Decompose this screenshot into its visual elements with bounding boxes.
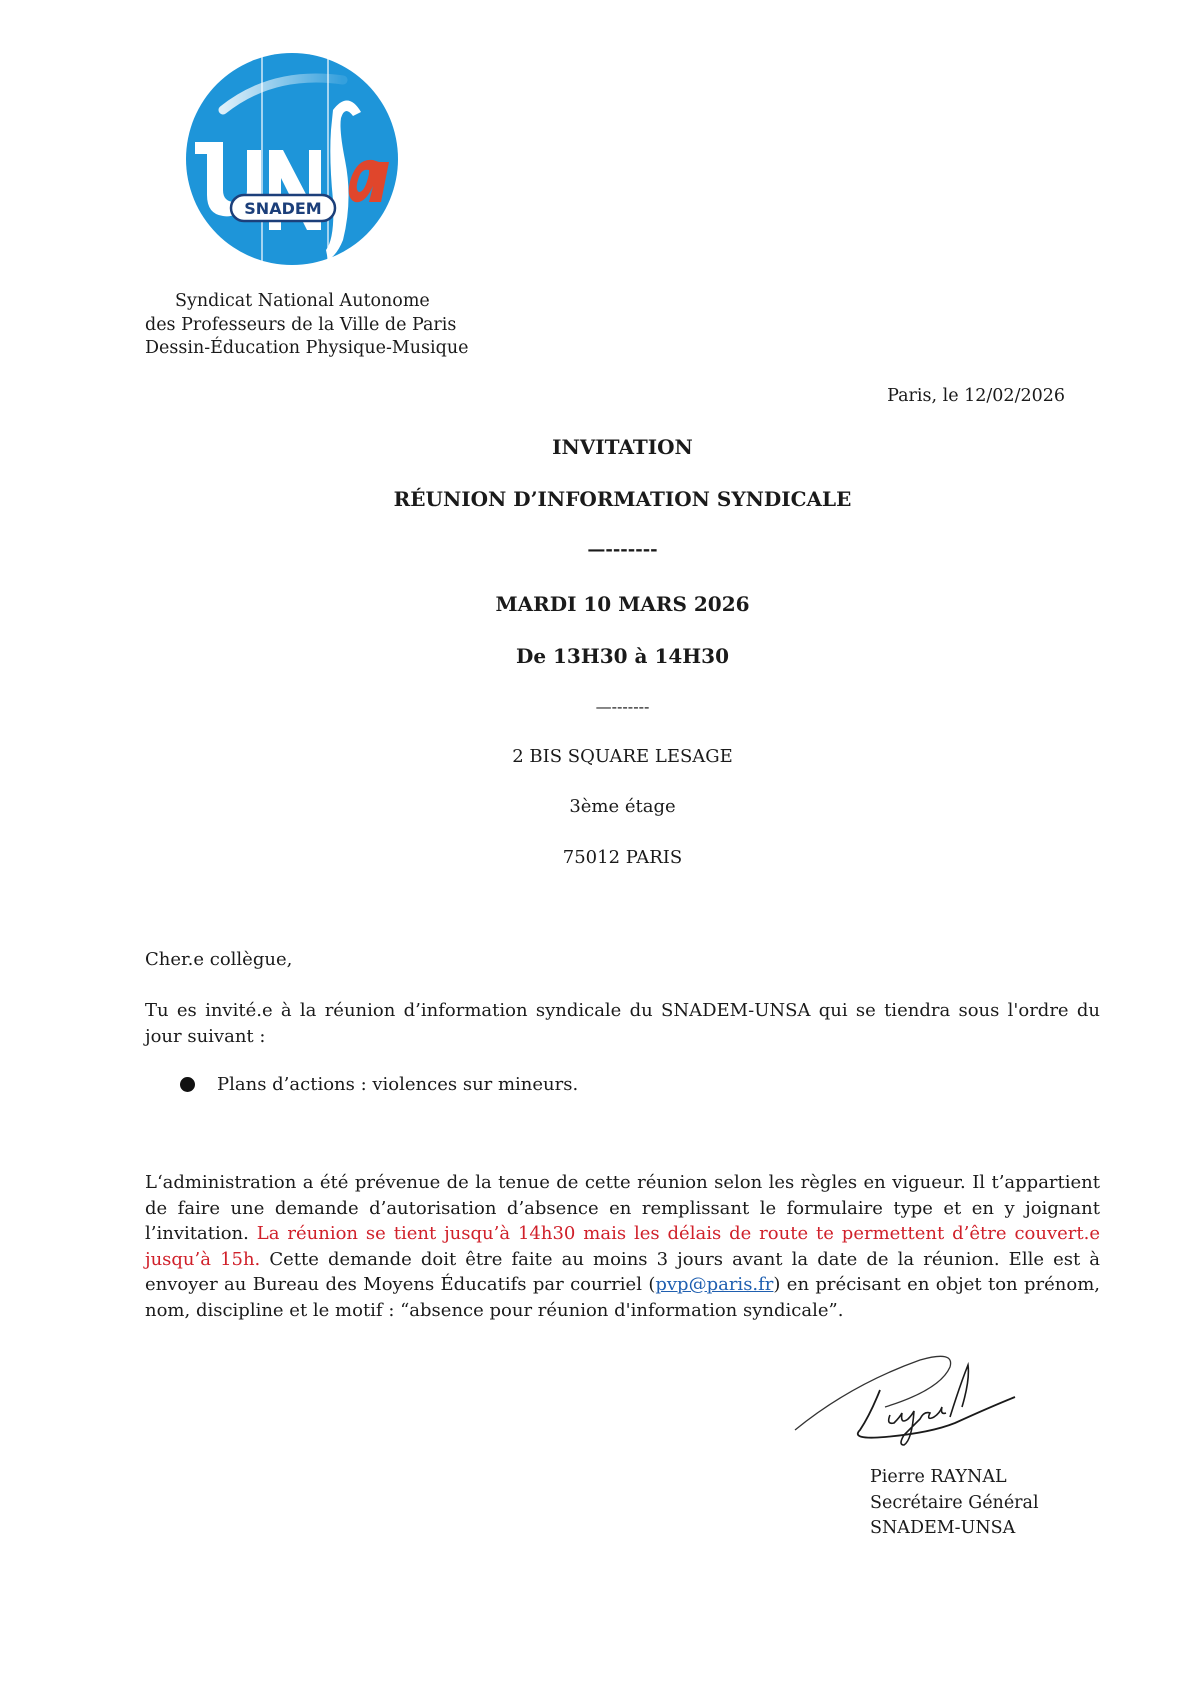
instructions-text-3: ) en précisant en objet ton prénom, nom, discipline et le motif : “absence pour réunion d'information syndicale”. [145,1274,1101,1321]
meeting-date: MARDI 10 MARS 2026 [495,592,750,616]
letterhead-line-1: Syndicat National Autonome [175,291,430,311]
separator-2: —------- [595,697,650,716]
handwritten-signature [790,1345,1020,1465]
instructions-text-1: L‘administration a été prévenue de la tenue de cette réunion selon les règles en vigueur. Il t’appartient de faire une demande d’autorisation d’absence en remplissant le formulaire type et en y joignant l’invitation. [145,1172,1100,1244]
instructions-text-2: Cette demande doit être faite au moins 3 jours avant la date de la réunion. Elle est à envoyer au Bureau des Moyens Éducatifs par courriel ( [145,1248,1101,1295]
signatory-role: Secrétaire Général [870,1492,1039,1513]
address-street: 2 BIS SQUARE LESAGE [512,746,733,767]
salutation: Cher.e collègue, [145,949,293,970]
instructions-paragraph [145,1170,1100,1323]
agenda-item: Plans d’actions : violences sur mineurs. [217,1074,579,1095]
document-title: INVITATION [552,435,693,459]
address-floor: 3ème étage [569,796,676,817]
document-subtitle: RÉUNION D’INFORMATION SYNDICALE [393,487,852,511]
signatory-block [870,1465,1039,1542]
letterhead [145,290,485,361]
intro-paragraph: Tu es invité.e à la réunion d’information syndicale du SNADEM-UNSA qui se tiendra sous l'ordre du jour suivant : [145,1000,1100,1047]
signature-graphic [790,1345,1020,1465]
signatory-name: Pierre RAYNAL [870,1467,1007,1487]
meeting-time: De 13H30 à 14H30 [515,644,730,668]
logo-graphic [183,50,401,268]
logo-badge-text: SNADEM [244,199,322,218]
separator-1: —------- [587,539,658,560]
instructions-highlight: La réunion se tient jusqu’à 14h30 mais les délais de route te permettent d’être couvert.e jusqu’à 15h. [145,1223,1100,1270]
letterhead-line-2: des Professeurs de la Ville de Paris [145,314,457,335]
bullet-icon [180,1077,195,1092]
document-date: Paris, le 12/02/2026 [887,386,1065,406]
address-city: 75012 PARIS [562,847,683,868]
signatory-org: SNADEM-UNSA [870,1518,1016,1538]
email-link[interactable]: pvp@paris.fr [655,1274,774,1295]
letterhead-line-3: Dessin-Éducation Physique-Musique [145,338,469,358]
agenda-list [180,1074,578,1095]
unsa-snadem-logo [183,50,401,268]
